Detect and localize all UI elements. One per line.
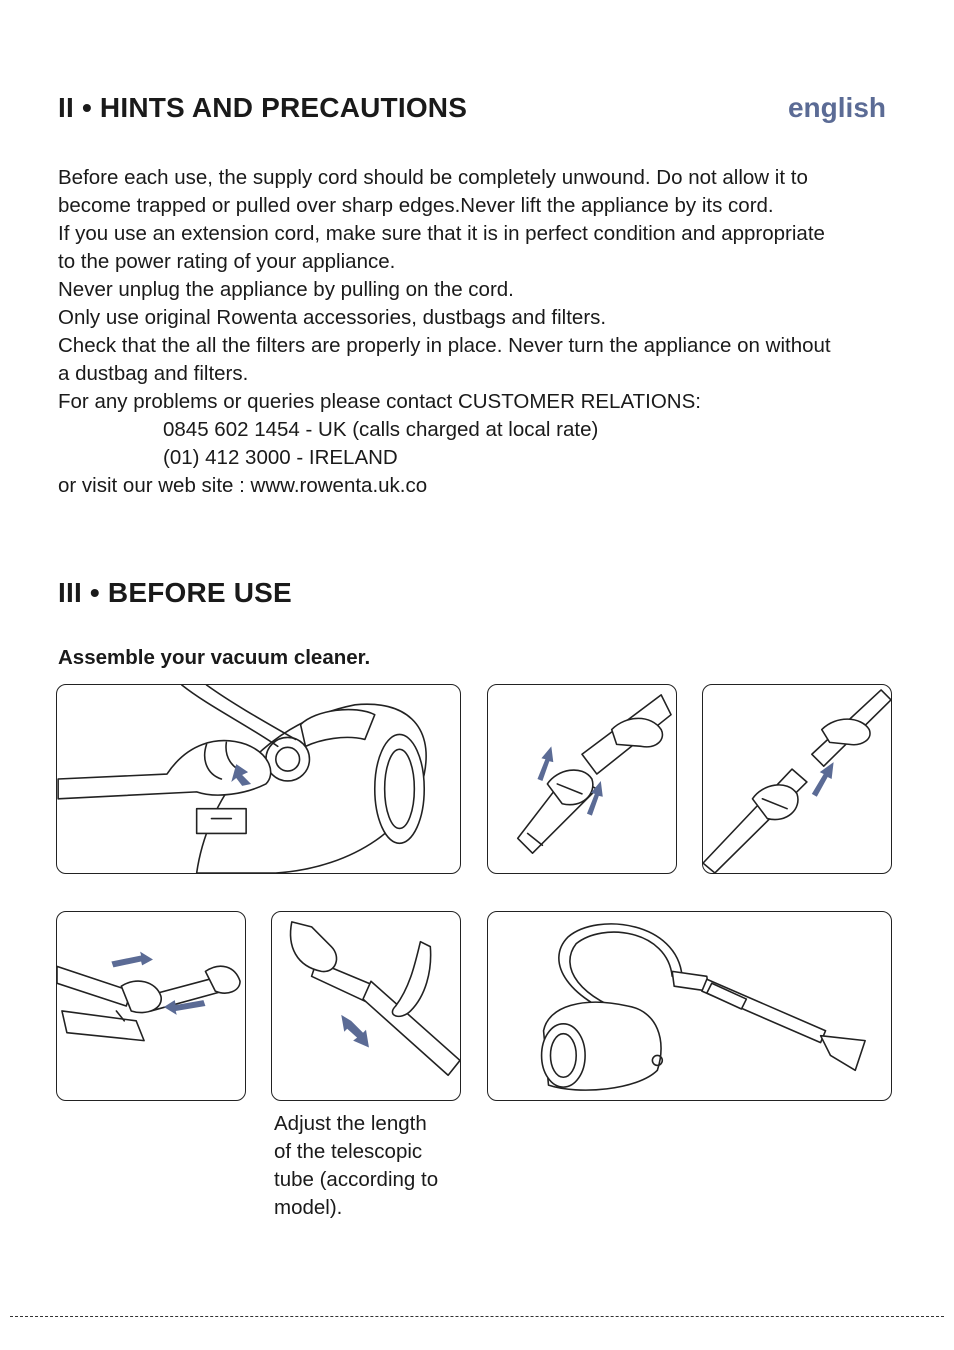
hints-line: become trapped or pulled over sharp edges.Never lift the appliance by its cord. bbox=[58, 194, 774, 217]
caption-line: of the telescopic bbox=[274, 1140, 423, 1163]
tube-handle-drawing bbox=[703, 685, 891, 873]
language-label: english bbox=[787, 92, 886, 123]
crevice-tool-drawing bbox=[488, 685, 676, 873]
illustration-crevice-tool bbox=[487, 684, 677, 874]
hints-line: Only use original Rowenta accessories, dustbags and filters. bbox=[58, 306, 607, 329]
hints-line: Check that the all the filters are properly in place. Never turn the appliance on without bbox=[58, 334, 831, 357]
illustration-connect-hose bbox=[56, 684, 461, 874]
hints-line: to the power rating of your appliance. bbox=[58, 250, 396, 273]
phone-ireland: (01) 412 3000 - IRELAND bbox=[163, 446, 398, 469]
illustration-assembled-vacuum bbox=[487, 911, 892, 1101]
section-title-before-use: III • BEFORE USE bbox=[58, 577, 292, 608]
telescopic-tube-caption bbox=[274, 1110, 464, 1222]
hints-line: For any problems or queries please contact CUSTOMER RELATIONS: bbox=[58, 390, 701, 413]
hints-line: Before each use, the supply cord should be completely unwound. Do not allow it to bbox=[58, 166, 808, 189]
dashed-cut-line bbox=[10, 1316, 944, 1317]
hints-line: a dustbag and filters. bbox=[58, 362, 249, 385]
section-title-hints: II • HINTS AND PRECAUTIONS bbox=[58, 92, 468, 123]
assemble-subtitle: Assemble your vacuum cleaner. bbox=[58, 646, 371, 669]
caption-line: Adjust the length bbox=[274, 1112, 427, 1135]
hints-line: Never unplug the appliance by pulling on the cord. bbox=[58, 278, 514, 301]
illustration-floor-brush bbox=[56, 911, 246, 1101]
illustration-telescopic-tube bbox=[271, 911, 461, 1101]
floor-brush-drawing bbox=[57, 912, 245, 1100]
illustration-tube-to-handle bbox=[702, 684, 892, 874]
caption-line: tube (according to bbox=[274, 1168, 439, 1191]
hints-text-block bbox=[58, 164, 908, 500]
caption-line: model). bbox=[274, 1196, 343, 1219]
website-line: or visit our web site : www.rowenta.uk.co bbox=[58, 474, 428, 497]
assembled-vacuum-drawing bbox=[488, 912, 891, 1100]
hints-line: If you use an extension cord, make sure that it is in perfect condition and appropriate bbox=[58, 222, 825, 245]
phone-uk: 0845 602 1454 - UK (calls charged at local rate) bbox=[163, 418, 599, 441]
vacuum-body-hose-drawing bbox=[57, 685, 460, 873]
telescopic-tube-drawing bbox=[272, 912, 460, 1100]
